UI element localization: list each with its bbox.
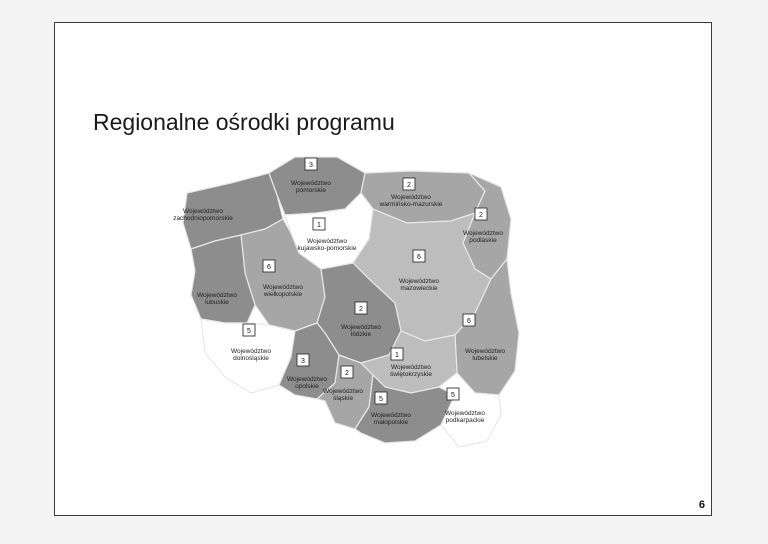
center-count: 1	[317, 222, 321, 229]
center-count: 3	[309, 162, 313, 169]
region-label-line1: Województwo	[307, 238, 347, 245]
region-label-line2: podkarpackie	[445, 417, 485, 424]
region-label-line1: Województwo	[391, 364, 431, 371]
region-label-line1: Województwo	[287, 376, 327, 383]
region-label-line1: Województwo	[323, 388, 363, 395]
center-count: 1	[395, 352, 399, 359]
center-count: 6	[417, 254, 421, 261]
region-label-line2: śląskie	[333, 395, 353, 402]
region-label-line1: Województwo	[183, 208, 223, 215]
region-label-line1: Województwo	[341, 324, 381, 331]
region-label-line2: warmińsko-mazurskie	[379, 201, 443, 208]
region-label-line1: Województwo	[291, 180, 331, 187]
region-label-line2: mazowieckie	[400, 285, 438, 292]
region-label-line1: Województwo	[463, 230, 503, 237]
region-label-line2: dolnośląskie	[233, 355, 269, 362]
center-count: 2	[407, 182, 411, 189]
region-label-line2: pomorskie	[296, 187, 326, 194]
center-count: 6	[267, 264, 271, 271]
region-label-line2: małopolskie	[373, 419, 409, 426]
center-count: 2	[359, 306, 363, 313]
region-label-line1: Województwo	[231, 348, 271, 355]
poland-voivodeship-map	[55, 23, 713, 517]
region-label-line2: wielkopolskie	[263, 291, 303, 298]
region-label-line1: Województwo	[371, 412, 411, 419]
region-label-line2: świętokrzyskie	[390, 371, 432, 378]
center-count: 3	[301, 358, 305, 365]
region-label-line1: Województwo	[465, 348, 505, 355]
center-count: 5	[247, 328, 251, 335]
page-number: 6	[698, 499, 705, 511]
region-label-line1: Województwo	[445, 410, 485, 417]
center-count: 2	[345, 370, 349, 377]
region-label-line2: lubuskie	[205, 299, 229, 306]
region-label-line1: Województwo	[399, 278, 439, 285]
center-count: 6	[467, 318, 471, 325]
center-count: 5	[451, 392, 455, 399]
region-label-line1: Województwo	[391, 194, 431, 201]
region-label-line2: zachodniopomorskie	[173, 215, 233, 222]
region-label-line2: opolskie	[295, 383, 319, 390]
region-label-line2: podlaskie	[469, 237, 497, 244]
region-label-line2: kujawsko-pomorskie	[297, 245, 357, 252]
presentation-slide	[54, 22, 712, 516]
slide-title: Regionalne ośrodki programu	[93, 109, 395, 135]
center-count: 2	[479, 212, 483, 219]
region-label-line2: łódzkie	[350, 331, 372, 338]
region-label-line1: Województwo	[197, 292, 237, 299]
region-label-line2: lubelskie	[472, 355, 498, 362]
region-label-line1: Województwo	[263, 284, 303, 291]
center-count: 5	[379, 396, 383, 403]
